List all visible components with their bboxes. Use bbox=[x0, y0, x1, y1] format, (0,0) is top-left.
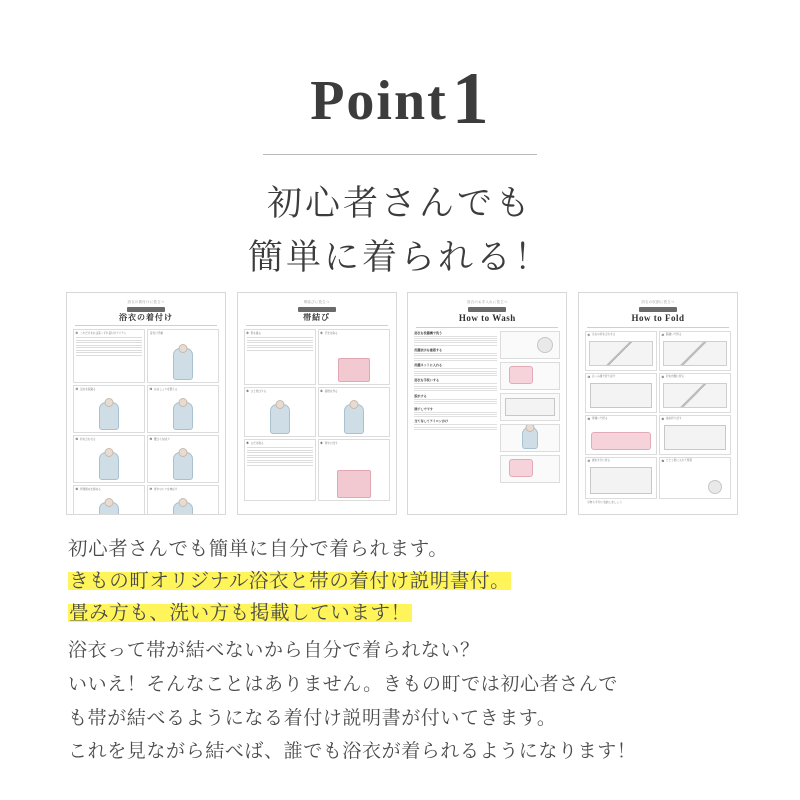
panel-number: ④ bbox=[75, 437, 79, 442]
panel-item bbox=[318, 387, 390, 437]
sheet-how-to-wash[interactable] bbox=[407, 292, 567, 515]
sheet-eyebrow: 浴衣の着付けに役立つ bbox=[127, 300, 165, 304]
panel-item bbox=[147, 385, 219, 433]
wash-step-heading: 陰干しで干す bbox=[414, 406, 433, 411]
panel-number: ⑦ bbox=[587, 458, 591, 463]
panel-number: ⑥ bbox=[75, 487, 79, 492]
sheet-badge bbox=[639, 307, 677, 312]
body-line-1: 初心者さんでも簡単に自分で着られます。 bbox=[68, 538, 449, 560]
wash-step-heading: 浴衣を洗濯機で洗う bbox=[414, 330, 443, 335]
fold-footnote: 小物も半分に収納しましょう bbox=[586, 500, 622, 504]
panel-item bbox=[659, 373, 731, 413]
sheet-divider bbox=[587, 327, 729, 328]
wash-image-net bbox=[500, 362, 560, 390]
panel-number: ⑤ bbox=[246, 441, 250, 446]
header bbox=[0, 0, 800, 286]
wash-step bbox=[414, 419, 497, 429]
panel-number: ① bbox=[587, 332, 591, 337]
wash-steps-column bbox=[414, 331, 497, 486]
panel-caption: 袖を折り返す bbox=[665, 417, 682, 420]
wash-step-heading: 洗濯ネットに入れる bbox=[414, 363, 443, 368]
panel-caption: おはしょりを整える bbox=[154, 387, 178, 391]
wash-step bbox=[414, 348, 497, 361]
point-number: 1 bbox=[451, 58, 490, 140]
sheet-yukata-dressing[interactable] bbox=[66, 292, 226, 515]
panel-item bbox=[73, 485, 145, 515]
panel-caption: 帯を織る bbox=[250, 331, 262, 335]
wash-step bbox=[414, 394, 497, 404]
panel-lines bbox=[245, 446, 315, 469]
body-text-block bbox=[68, 534, 758, 629]
panel-item bbox=[244, 439, 316, 501]
panel-caption: 手先を取る bbox=[324, 331, 338, 335]
sheet-divider bbox=[416, 327, 558, 328]
sheet-eyebrow: 浴衣のお手入れに役立つ bbox=[467, 300, 508, 304]
sheet-badge bbox=[127, 307, 165, 312]
panel-number: ③ bbox=[149, 387, 153, 392]
panel-caption: 脇縫いで折る bbox=[665, 333, 682, 336]
panel-number: ② bbox=[661, 332, 665, 337]
wash-image-washer bbox=[500, 331, 560, 359]
panel-item bbox=[659, 457, 731, 499]
panel-lines bbox=[74, 336, 144, 359]
panel-caption: ひだを取る bbox=[250, 441, 264, 445]
subtitle-line-2: 簡単に着られる！ bbox=[247, 238, 552, 278]
sheet-eyebrow: 帯結びに役立つ bbox=[303, 300, 330, 304]
panel-caption: 裾を半分に折る bbox=[591, 459, 611, 462]
title-divider bbox=[263, 154, 537, 155]
panel-item bbox=[147, 435, 219, 483]
subtitle bbox=[0, 177, 800, 286]
sheet-panel-grid bbox=[244, 329, 390, 501]
sheet-obi-tying[interactable] bbox=[237, 292, 397, 515]
panel-item bbox=[318, 439, 390, 501]
body-line-2 bbox=[68, 566, 758, 598]
subtitle-line-1: 初心者さんでも bbox=[266, 184, 533, 223]
panel-item bbox=[318, 329, 390, 385]
panel-caption: 背中のシワを伸ばす bbox=[154, 487, 178, 491]
panel-item bbox=[585, 457, 657, 499]
sheet-divider bbox=[75, 325, 217, 326]
panel-item bbox=[147, 485, 219, 515]
wash-step-heading: 当て布してアイロンがけ bbox=[414, 419, 449, 424]
panel-item bbox=[244, 387, 316, 437]
panel-caption: ひと結びする bbox=[250, 389, 267, 393]
sheet-how-to-fold[interactable] bbox=[578, 292, 738, 515]
panel-number: ⑥ bbox=[320, 441, 324, 446]
panel-caption: たとう紙に入れて保管 bbox=[665, 459, 692, 462]
paragraph-line-3: も帯が結べるようになる着付け説明書が付いてきます。 bbox=[68, 707, 557, 729]
paragraph-line-1: 浴衣って帯が結べないから自分で着られない？ bbox=[68, 640, 480, 661]
panel-caption: 背縫いで折る bbox=[591, 417, 608, 420]
panel-number: ⑤ bbox=[587, 416, 591, 421]
panel-caption: 伊達締めを締める bbox=[80, 487, 101, 491]
panel-number: ③ bbox=[246, 389, 250, 394]
panel-number: ③ bbox=[587, 374, 591, 379]
panel-caption: 浴衣を羽織る bbox=[80, 387, 96, 391]
sheet-panel-grid bbox=[73, 329, 219, 515]
panel-number: ② bbox=[75, 387, 79, 392]
panel-item bbox=[73, 329, 145, 383]
panel-caption: これだけあれば着くずれ着付けアイテム bbox=[80, 331, 127, 335]
panel-item bbox=[147, 329, 219, 383]
paragraph-line-2: いいえ！そんなことはありません。きもの町では初心者さんで bbox=[68, 673, 618, 695]
wash-step-heading: 洗濯表示を確認する bbox=[414, 348, 443, 352]
highlighted-text: きもの町オリジナル浴衣と帯の着付け説明書付。 bbox=[69, 569, 511, 592]
panel-number: ④ bbox=[661, 374, 665, 379]
panel-caption: 衿を合わせる bbox=[80, 437, 96, 441]
wash-image-handwash bbox=[500, 393, 560, 421]
panel-caption: 左右の衿を合わせる bbox=[591, 333, 616, 336]
wash-step bbox=[414, 363, 497, 376]
panel-item bbox=[244, 329, 316, 385]
panel-lines bbox=[245, 336, 315, 354]
panel-item bbox=[659, 415, 731, 455]
panel-item bbox=[585, 331, 657, 371]
panel-item bbox=[73, 385, 145, 433]
panel-caption: 背中に回す bbox=[324, 441, 338, 445]
sheet-eyebrow: 浴衣の収納に役立つ bbox=[641, 300, 675, 304]
sheet-badge bbox=[468, 307, 506, 312]
wash-image-dry bbox=[500, 424, 560, 452]
body-line-3 bbox=[68, 598, 758, 630]
panel-item bbox=[585, 373, 657, 413]
panel-caption: 衿を内側に折る bbox=[665, 375, 685, 378]
panel-number: ④ bbox=[320, 389, 324, 394]
panel-item bbox=[585, 415, 657, 455]
sheet-badge bbox=[298, 307, 336, 312]
paragraph-block bbox=[68, 634, 768, 769]
sheet-title: How to Fold bbox=[631, 312, 685, 323]
wash-images-column bbox=[500, 331, 560, 486]
panel-item bbox=[659, 331, 731, 371]
wash-step bbox=[414, 407, 497, 417]
wash-image-iron bbox=[500, 455, 560, 483]
panel-number: ① bbox=[246, 331, 250, 336]
sheet-panel-grid bbox=[585, 331, 731, 499]
sheet-panel-grid bbox=[414, 331, 560, 486]
highlighted-text: 畳み方も、洗い方も掲載しています！ bbox=[69, 601, 411, 624]
wash-step bbox=[414, 378, 497, 391]
panel-caption: 羽根を作る bbox=[324, 389, 338, 393]
sheet-title: How to Wash bbox=[458, 312, 516, 323]
panel-number: ⑦ bbox=[149, 487, 153, 492]
panel-number: ⑥ bbox=[661, 416, 665, 421]
panel-number: ⑧ bbox=[661, 458, 665, 463]
panel-number: ⑤ bbox=[149, 437, 153, 442]
panel-caption: 着付け手順 bbox=[150, 331, 163, 335]
wash-step bbox=[414, 331, 497, 346]
instruction-sheets bbox=[66, 292, 738, 515]
sheet-divider bbox=[246, 325, 388, 326]
panel-item bbox=[73, 435, 145, 483]
wash-step-heading: 脱水する bbox=[414, 393, 427, 398]
sheet-title: 帯結び bbox=[303, 312, 331, 322]
paragraph-line-4: これを見ながら結べば、誰でも浴衣が着られるようになります！ bbox=[68, 741, 637, 763]
page-title bbox=[310, 58, 490, 140]
point-word: Point bbox=[310, 70, 448, 132]
panel-caption: おくみ線で折り返す bbox=[591, 375, 616, 378]
panel-caption: 腰ひもを結ぶ bbox=[154, 437, 170, 441]
wash-step-heading: 浴衣を手洗いする bbox=[414, 378, 440, 383]
panel-number: ② bbox=[320, 331, 324, 336]
panel-number: ① bbox=[75, 331, 79, 336]
sheet-title: 浴衣の着付け bbox=[119, 312, 173, 322]
